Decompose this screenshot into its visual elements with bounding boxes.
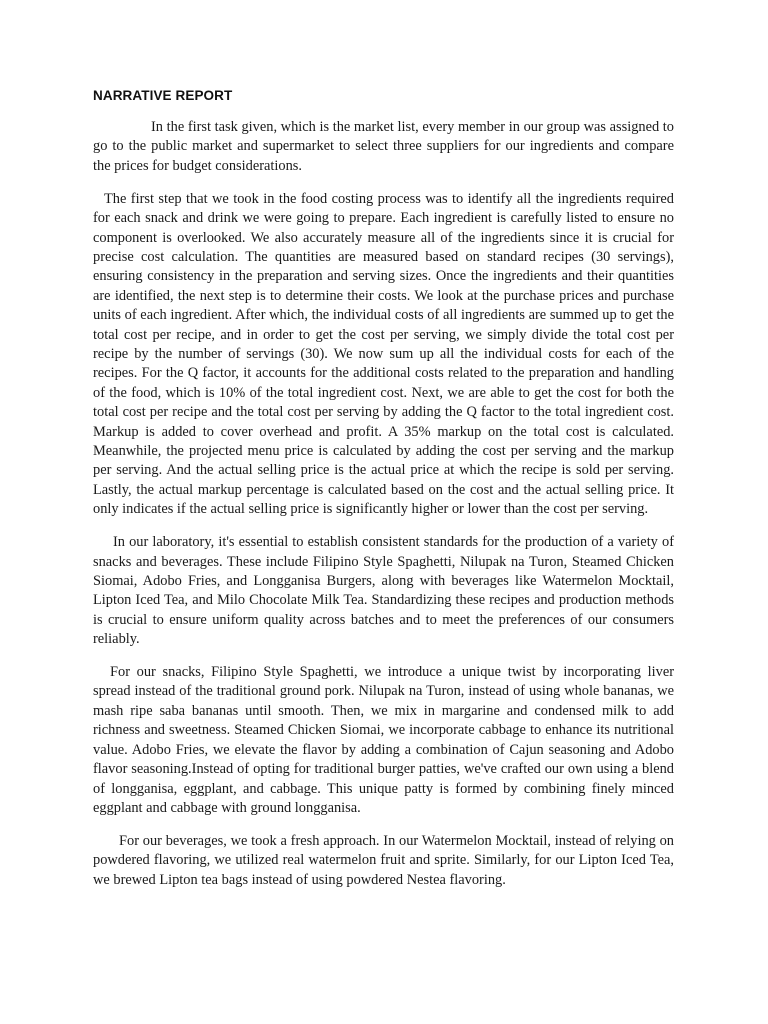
paragraph-beverages: For our beverages, we took a fresh approach. In our Watermelon Mocktail, instead of relying on powdered flavoring, we utilized real watermelon fruit and sprite. Similarly, for our Lipton Iced Tea, we brewed Lipton tea bags instead of using powdered Nestea flavoring. <box>93 832 674 888</box>
paragraph-food-costing: The first step that we took in the food costing process was to identify all the ingredients required for each snack and drink we were going to prepare. Each ingredient is carefully listed to ensure no component is overlooked. We also accurately measure all of the ingredients since it is crucial for precise cost calculation. The quantities are measured based on standard recipes (30 servings), ensuring consistency in the preparation and serving sizes. Once the ingredients and their quantities are identified, the next step is to determine their costs. We look at the purchase prices and purchase units of each ingredient. After which, the individual costs of all ingredients are summed up to get the total cost per recipe, and in order to get the cost per serving, we simply divide the total cost per recipe by the number of servings (30). We now sum up all the individual costs for each of the recipes. For the Q factor, it accounts for the additional costs related to the preparation and handling of the food, which is 10% of the total ingredient cost. Next, we are able to get the cost for both the total cost per recipe and the total cost per serving by adding the Q factor to the total ingredient cost. Markup is added to cover overhead and profit. A 35% markup on the total cost is calculated. Meanwhile, the projected menu price is calculated by adding the cost per serving and the markup per serving. And the actual selling price is the actual price at which the recipe is sold per serving. Lastly, the actual markup percentage is calculated based on the cost and the actual selling price. It only indicates if the actual selling price is significantly higher or lower than the cost per serving. <box>93 190 674 518</box>
paragraph-snacks: For our snacks, Filipino Style Spaghetti, we introduce a unique twist by incorporating liver spread instead of the traditional ground pork. Nilupak na Turon, instead of using whole bananas, we mash ripe saba bananas until smooth. Then, we mix in margarine and condensed milk to add richness and sweetness. Steamed Chicken Siomai, we incorporate cabbage to enhance its nutritional value. Adobo Fries, we elevate the flavor by adding a combination of Cajun seasoning and Adobo flavor seasoning.Instead of opting for traditional burger patties, we've crafted our own using a blend of longganisa, eggplant, and cabbage. This unique patty is formed by combining finely minced eggplant and cabbage with ground longganisa. <box>93 664 674 816</box>
paragraph-market-list: In the first task given, which is the market list, every member in our group was assigned to go to the public market and supermarket to select three suppliers for our ingredients and compare the prices for budget considerations. <box>93 119 674 174</box>
document-body <box>93 86 674 904</box>
paragraph-laboratory-standards: In our laboratory, it's essential to establish consistent standards for the production of a variety of snacks and beverages. These include Filipino Style Spaghetti, Nilupak na Turon, Steamed Chicken Siomai, Adobo Fries, and Longganisa Burgers, along with beverages like Watermelon Mocktail, Lipton Iced Tea, and Milo Chocolate Milk Tea. Standardizing these recipes and production methods is crucial to ensure uniform quality across batches and to meet the preferences of our consumers reliably. <box>93 534 674 648</box>
report-title: NARRATIVE REPORT <box>93 88 233 103</box>
